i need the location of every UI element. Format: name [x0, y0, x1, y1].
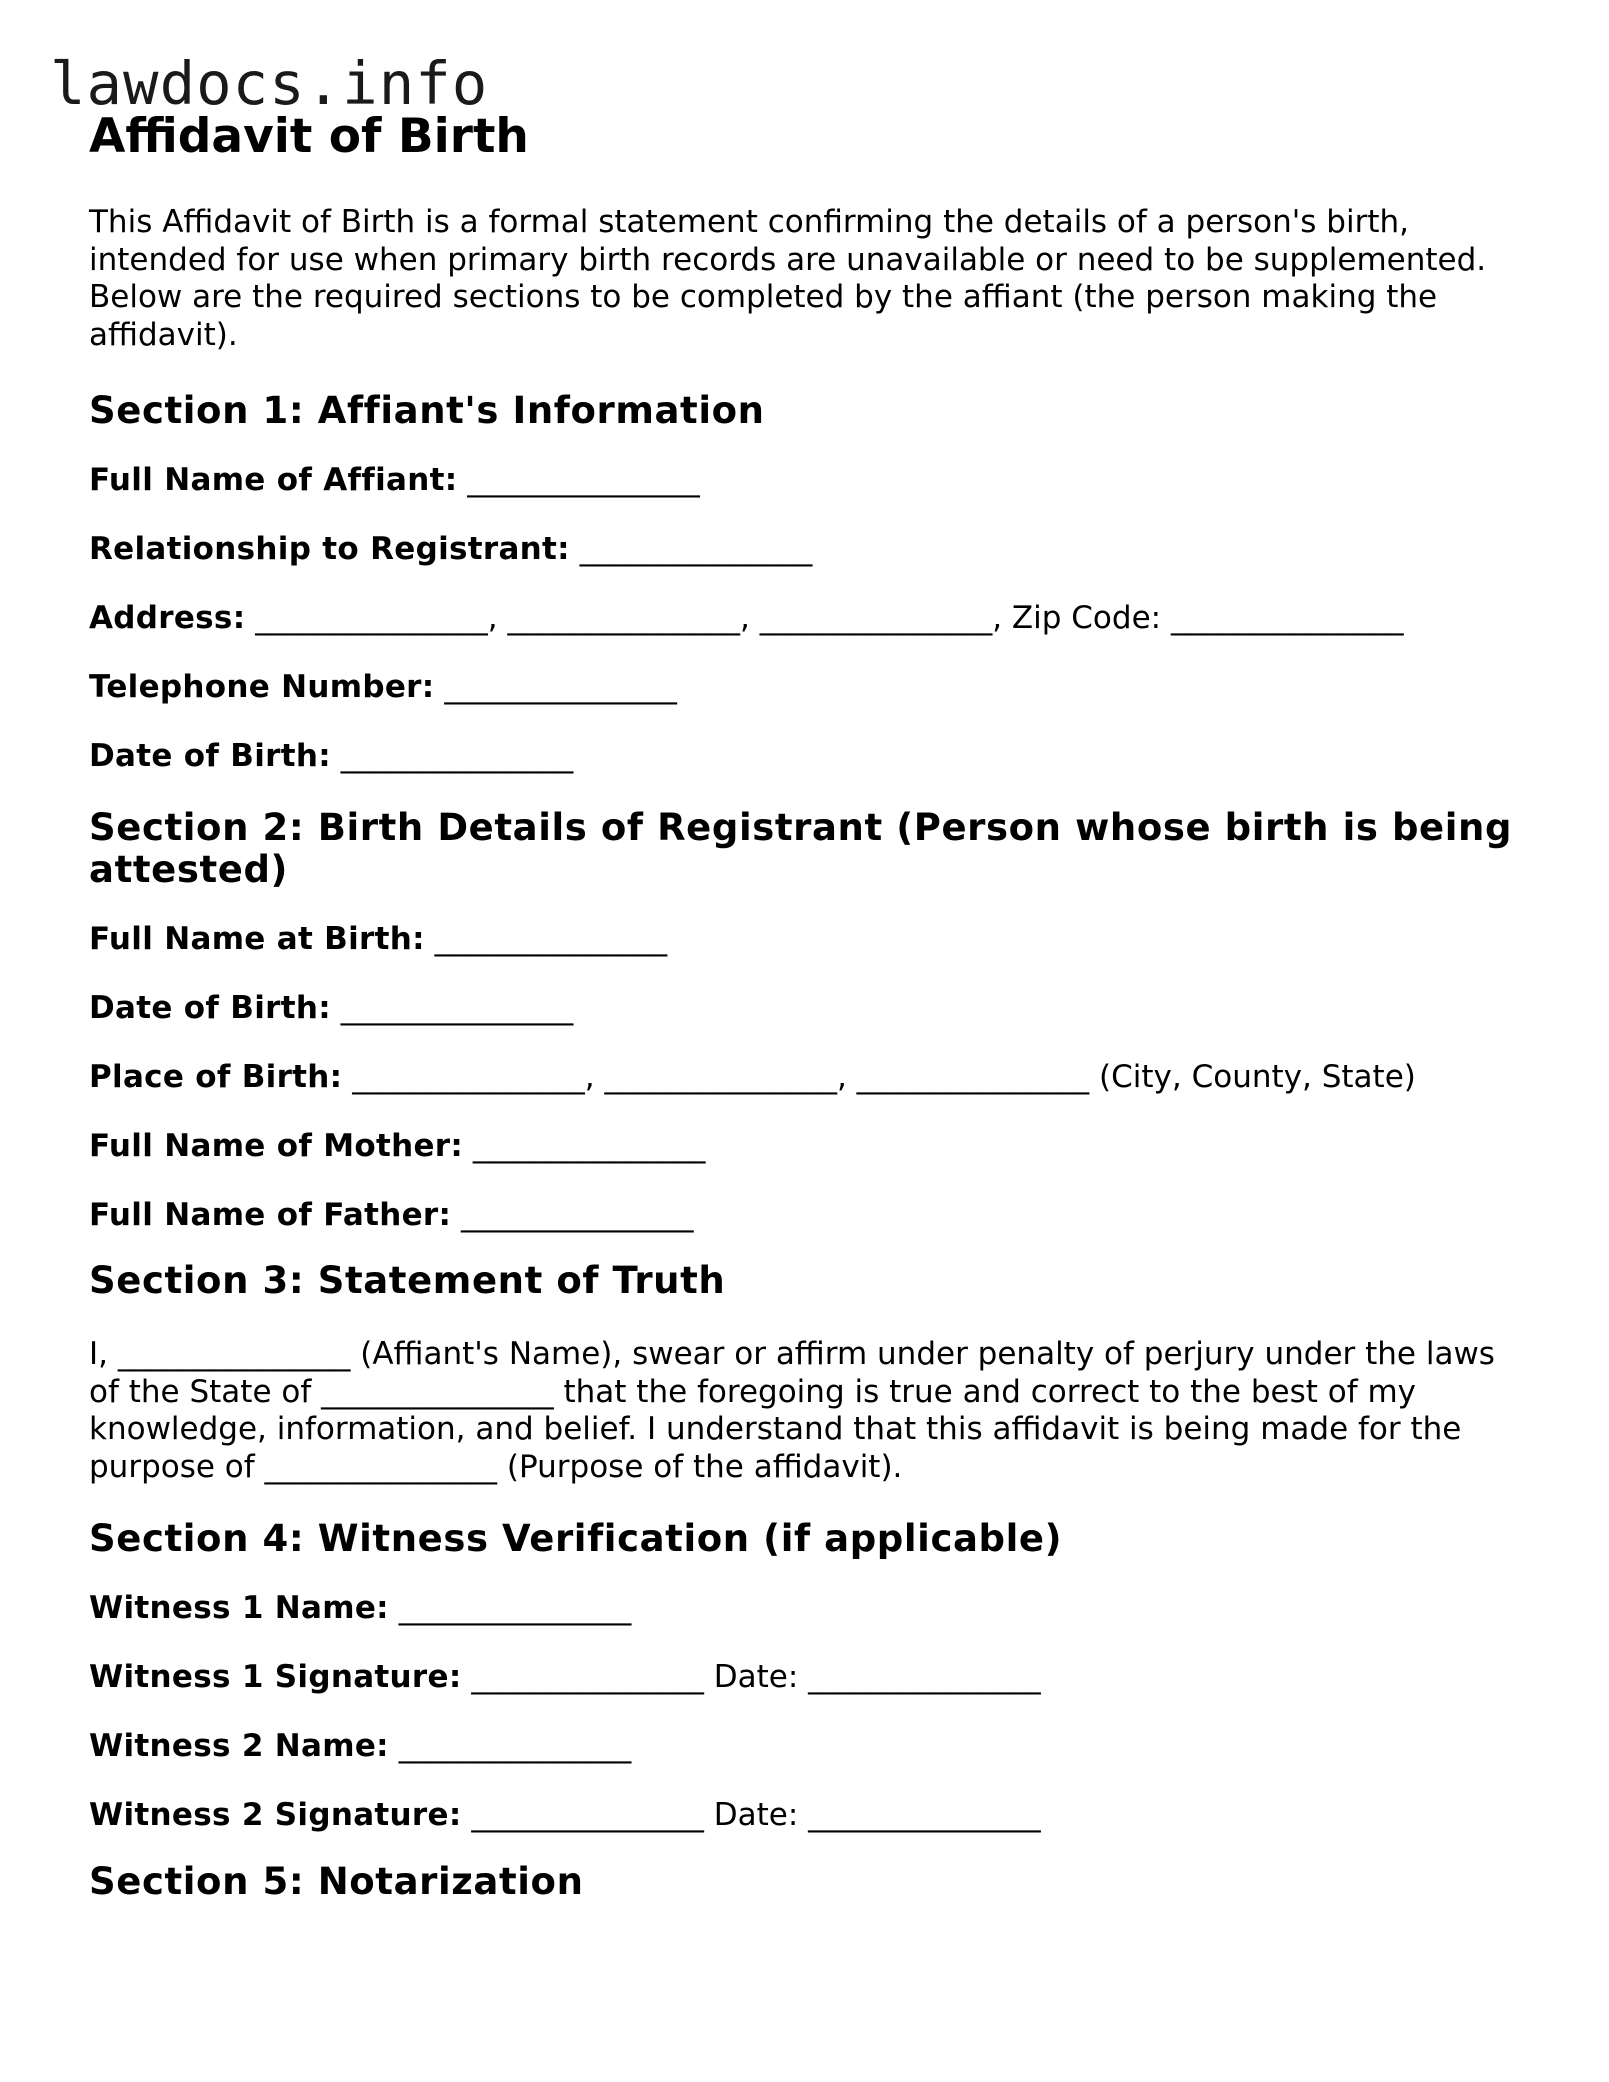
blank-line-city[interactable]: _______________: [352, 1059, 585, 1095]
field-mother-name: [89, 1128, 1529, 1164]
blank-line-zip[interactable]: _______________: [1170, 600, 1404, 636]
blank-line[interactable]: _______________: [472, 1128, 706, 1164]
field-label: Full Name at Birth:: [89, 921, 425, 957]
blank-line-date[interactable]: _______________: [808, 1659, 1041, 1695]
document-body: [89, 109, 1529, 1903]
blank-line-state[interactable]: _______________: [759, 600, 993, 636]
blank-purpose[interactable]: _______________: [264, 1448, 498, 1485]
field-address: Address: _______________, _______________, _______________, Zip Code: _______________: [89, 600, 1404, 636]
section-4-heading: Section 4: Witness Verification (if applicable): [89, 1517, 1063, 1560]
section-5-heading: Section 5: Notarization: [89, 1860, 584, 1903]
field-label: Full Name of Father:: [89, 1197, 452, 1233]
field-witness-1-name: [89, 1590, 1529, 1626]
blank-affiant-name[interactable]: _______________: [117, 1336, 351, 1372]
date-label: Date:: [713, 1659, 799, 1695]
field-witness-2-name: [89, 1728, 1529, 1764]
field-full-name-at-birth: [89, 921, 1529, 957]
field-label: Witness 2 Name:: [89, 1728, 389, 1764]
statement-of-truth-paragraph: [89, 1336, 1529, 1486]
document-title: Affidavit of Birth: [89, 109, 529, 164]
blank-line-county[interactable]: _______________: [604, 1059, 837, 1095]
field-label: Address:: [89, 600, 246, 636]
statement-text: (Affiant's Name), swear or affirm under penalty of perjury under the laws of the State of: [89, 1336, 1495, 1410]
section-3-heading: Section 3: Statement of Truth: [89, 1259, 726, 1302]
field-label: Witness 1 Signature:: [89, 1659, 462, 1695]
blank-line[interactable]: _______________: [398, 1728, 632, 1764]
blank-line[interactable]: _______________: [461, 1197, 694, 1233]
field-label: Date of Birth:: [89, 990, 331, 1026]
section-2-heading: Section 2: Birth Details of Registrant (Person whose birth is being attested): [89, 806, 1513, 891]
field-label: Relationship to Registrant:: [89, 531, 570, 567]
blank-line[interactable]: _______________: [340, 738, 574, 774]
field-registrant-dob: [89, 990, 1529, 1026]
statement-text: that the foregoing is true and correct to the best of my knowledge, information, and belief. I understand that this affidavit is being made for the purpose of: [89, 1373, 1462, 1485]
blank-line[interactable]: _______________: [398, 1590, 632, 1626]
blank-line[interactable]: _______________: [340, 990, 574, 1026]
field-label: Telephone Number:: [89, 669, 435, 705]
field-relationship: [89, 531, 1529, 567]
blank-line[interactable]: _______________: [467, 462, 700, 498]
field-label: Witness 2 Signature:: [89, 1797, 462, 1833]
site-brand: lawdocs.info: [50, 49, 489, 118]
statement-text: (Purpose of the affidavit).: [506, 1448, 903, 1485]
field-label: Witness 1 Name:: [89, 1590, 389, 1626]
blank-line[interactable]: _______________: [579, 531, 813, 567]
blank-line-city[interactable]: _______________: [507, 600, 740, 636]
blank-line-signature[interactable]: _______________: [471, 1797, 704, 1833]
intro-paragraph: This Affidavit of Birth is a formal statement confirming the details of a person's birth, intended for use when primary birth records are unavailable or need to be supplemented. Below are the required sections to be completed by the affiant (the person making the affidavit).: [89, 204, 1487, 353]
field-witness-1-signature: [89, 1659, 1529, 1695]
place-hint: (City, County, State): [1099, 1059, 1416, 1095]
field-label: Date of Birth:: [89, 738, 331, 774]
blank-line[interactable]: _______________: [434, 921, 668, 957]
field-witness-2-signature: [89, 1797, 1529, 1833]
date-label: Date:: [713, 1797, 799, 1833]
blank-line[interactable]: _______________: [444, 669, 677, 705]
field-place-of-birth: Place of Birth: _______________, _______________, _______________ (City, County, State): [89, 1059, 1416, 1095]
field-label: Full Name of Mother:: [89, 1128, 464, 1164]
field-telephone: [89, 669, 1529, 705]
zip-label: , Zip Code:: [992, 600, 1162, 636]
field-label: Full Name of Affiant:: [89, 462, 458, 498]
blank-line-signature[interactable]: _______________: [471, 1659, 704, 1695]
field-father-name: [89, 1197, 1529, 1233]
statement-text: I,: [89, 1336, 108, 1372]
section-1-heading: Section 1: Affiant's Information: [89, 389, 765, 432]
blank-line-state[interactable]: _______________: [856, 1059, 1090, 1095]
field-label: Place of Birth:: [89, 1059, 343, 1095]
blank-state[interactable]: _______________: [321, 1373, 554, 1410]
blank-line-date[interactable]: _______________: [808, 1797, 1041, 1833]
field-affiant-full-name: [89, 462, 1529, 498]
field-affiant-dob: [89, 738, 1529, 774]
blank-line-street[interactable]: _______________: [255, 600, 488, 636]
